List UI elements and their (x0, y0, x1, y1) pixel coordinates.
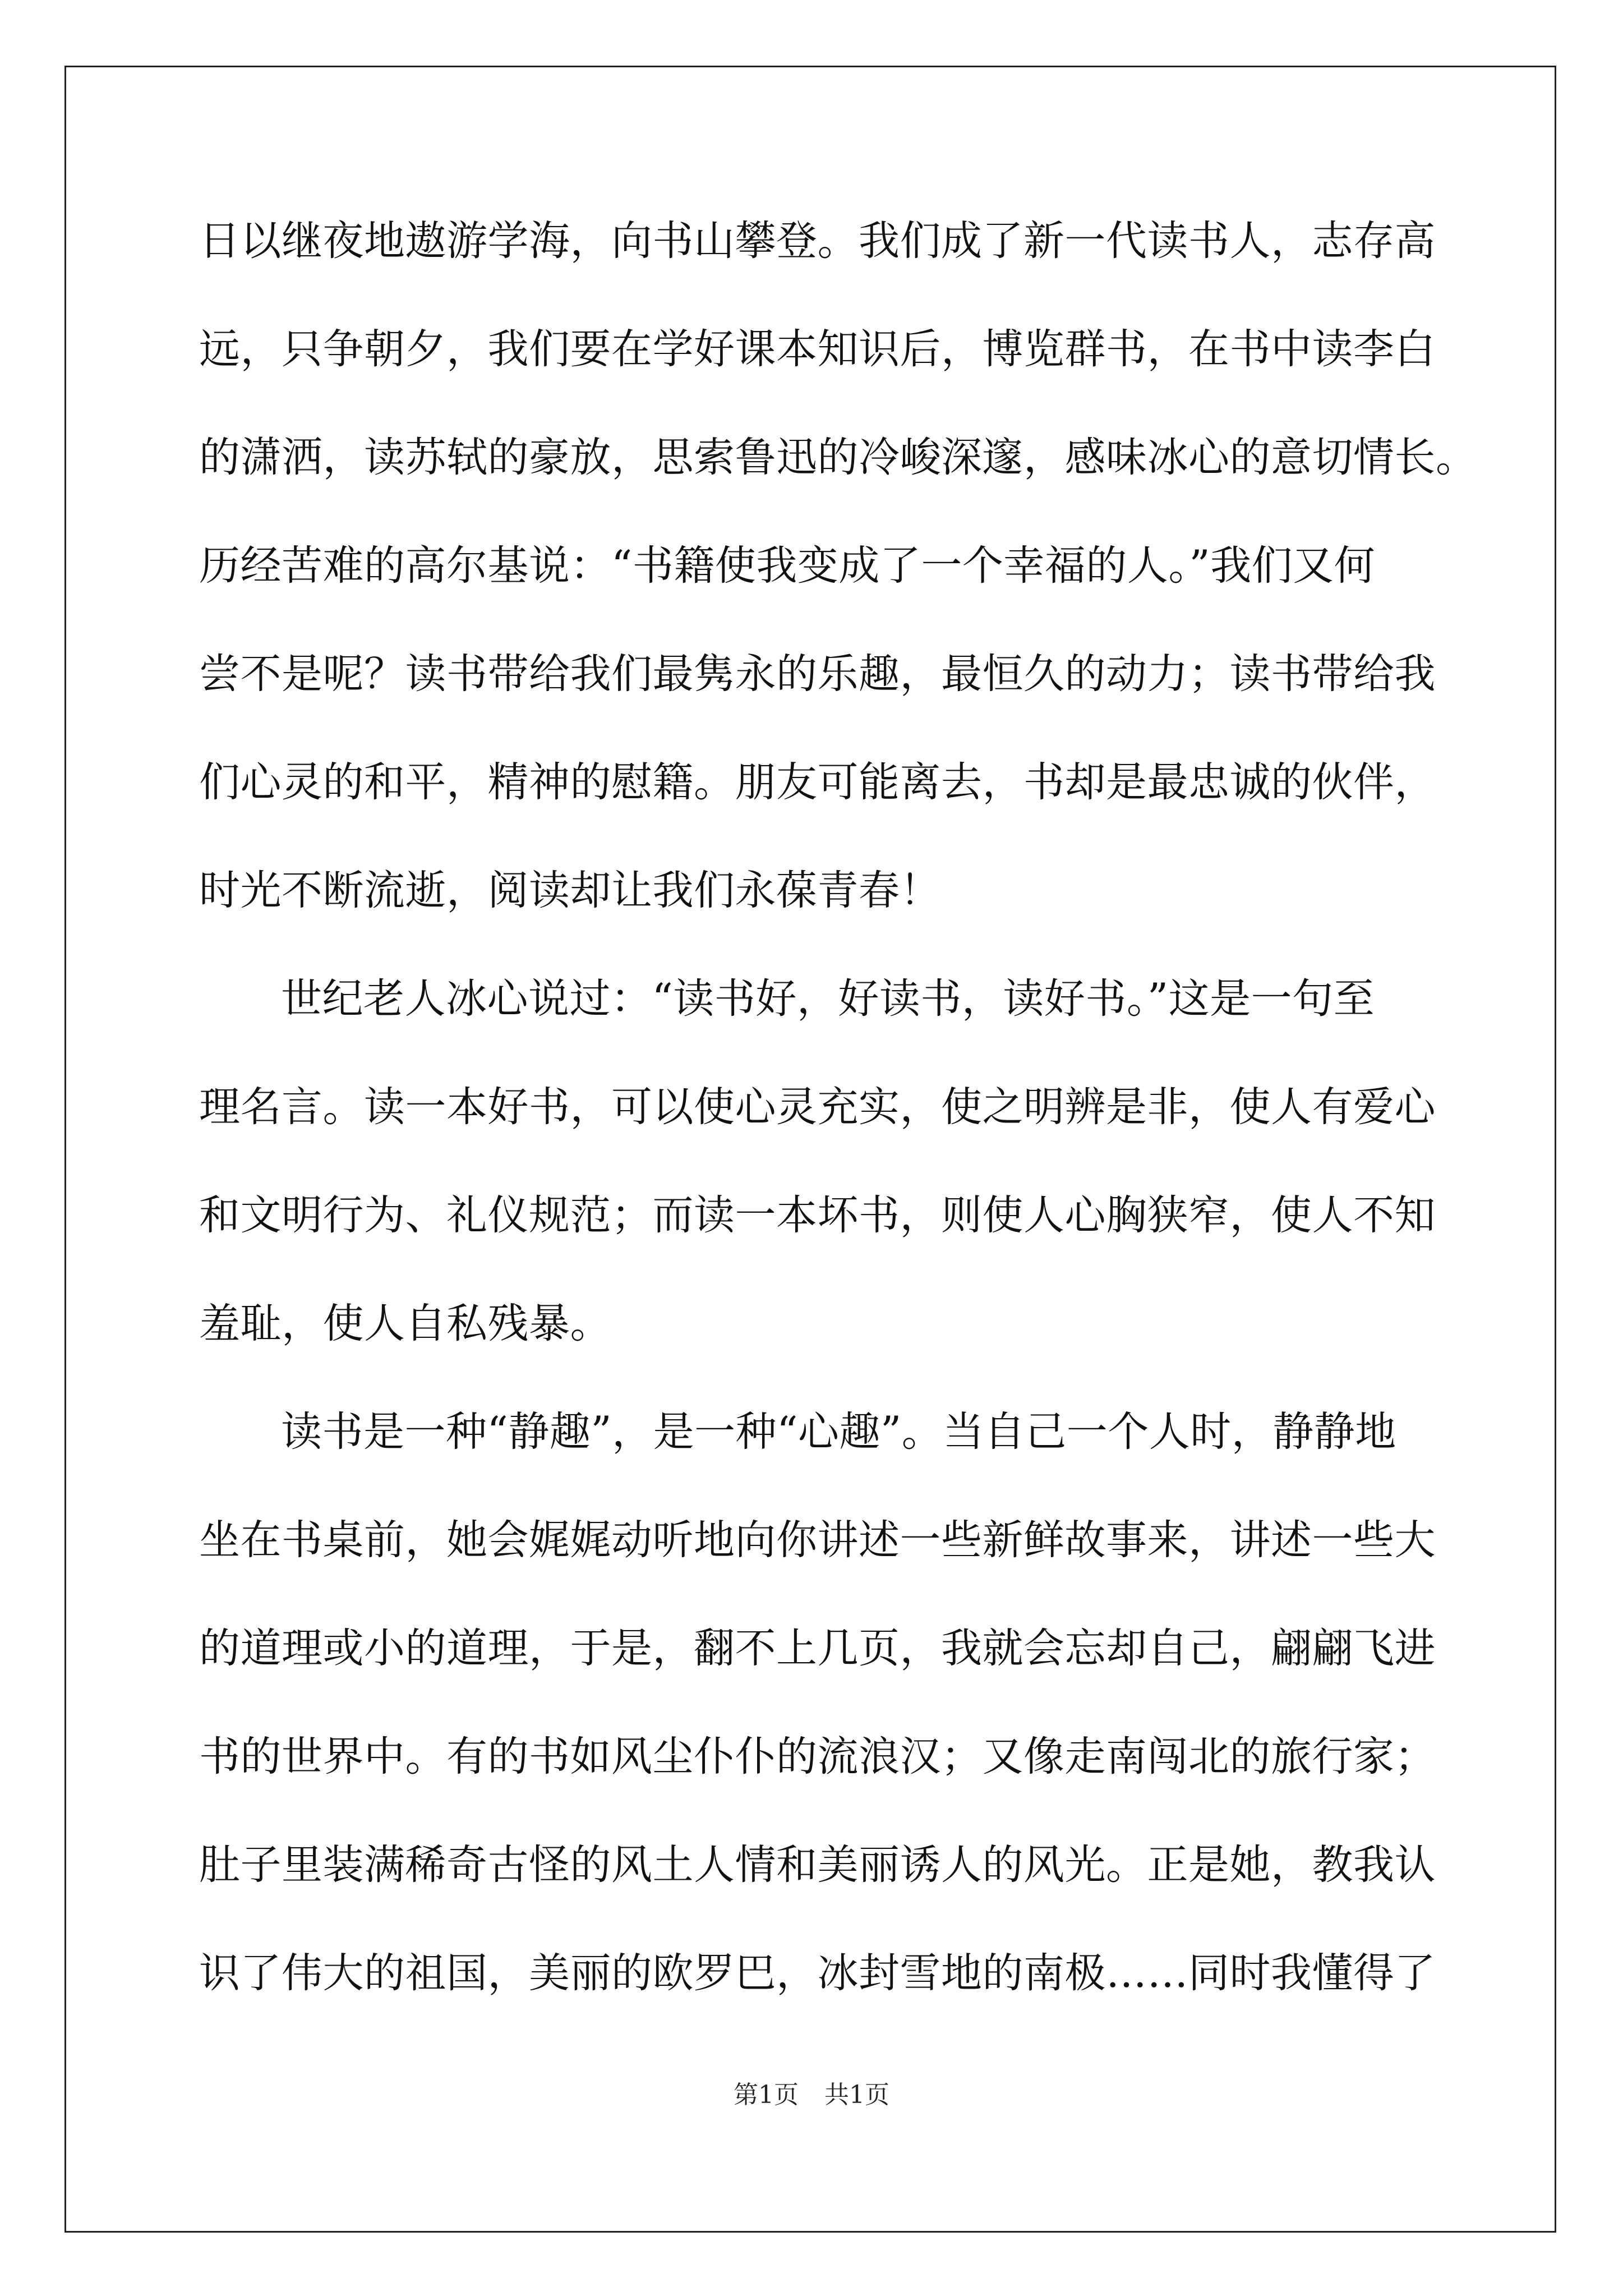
text-line: 和文明行为、礼仪规范；而读一本坏书，则使人心胸狭窄，使人不知 (199, 1191, 1436, 1239)
text-line: 日以继夜地遨游学海，向书山攀登。我们成了新一代读书人，志存高 (199, 217, 1436, 265)
page-total: 共1页 (824, 2081, 889, 2109)
text-line: 们心灵的和平，精神的慰籍。朋友可能离去，书却是最忠诚的伙伴， (199, 758, 1436, 806)
text-line: 尝不是呢？读书带给我们最隽永的乐趣，最恒久的动力；读书带给我 (199, 650, 1436, 698)
page-number: 第1页 (734, 2081, 799, 2109)
text-line: 书的世界中。有的书如风尘仆仆的流浪汉；又像走南闯北的旅行家； (199, 1733, 1436, 1780)
text-line: 识了伟大的祖国，美丽的欧罗巴，冰封雪地的南极……同时我懂得了 (199, 1949, 1436, 1997)
text-line: 羞耻，使人自私残暴。 (199, 1300, 611, 1347)
document-body (199, 213, 1477, 2054)
text-line: 坐在书桌前，她会娓娓动听地向你讲述一些新鲜故事来，讲述一些大 (199, 1516, 1436, 1564)
text-line: 肚子里装满稀奇古怪的风土人情和美丽诱人的风光。正是她，教我认 (199, 1841, 1436, 1889)
page-footer (0, 2074, 1623, 2110)
paragraph-first-line: 世纪老人冰心说过：“读书好，好读书，读好书。”这是一句至 (281, 975, 1375, 1023)
text-line: 时光不断流逝，阅读却让我们永葆青春！ (199, 867, 941, 914)
text-line: 历经苦难的高尔基说：“书籍使我变成了一个幸福的人。”我们又何 (199, 542, 1376, 590)
text-line: 的潇洒，读苏轼的豪放，思索鲁迅的冷峻深邃，感味冰心的意切情长。 (199, 434, 1477, 481)
text-line: 的道理或小的道理，于是，翻不上几页，我就会忘却自己，翩翩飞进 (199, 1625, 1436, 1672)
paragraph-first-line: 读书是一种“静趣”，是一种“心趣”。当自己一个人时，静静地 (281, 1408, 1396, 1456)
text-line: 理名言。读一本好书，可以使心灵充实，使之明辨是非，使人有爱心 (199, 1083, 1436, 1131)
text-line: 远，只争朝夕，我们要在学好课本知识后，博览群书，在书中读李白 (199, 325, 1436, 373)
